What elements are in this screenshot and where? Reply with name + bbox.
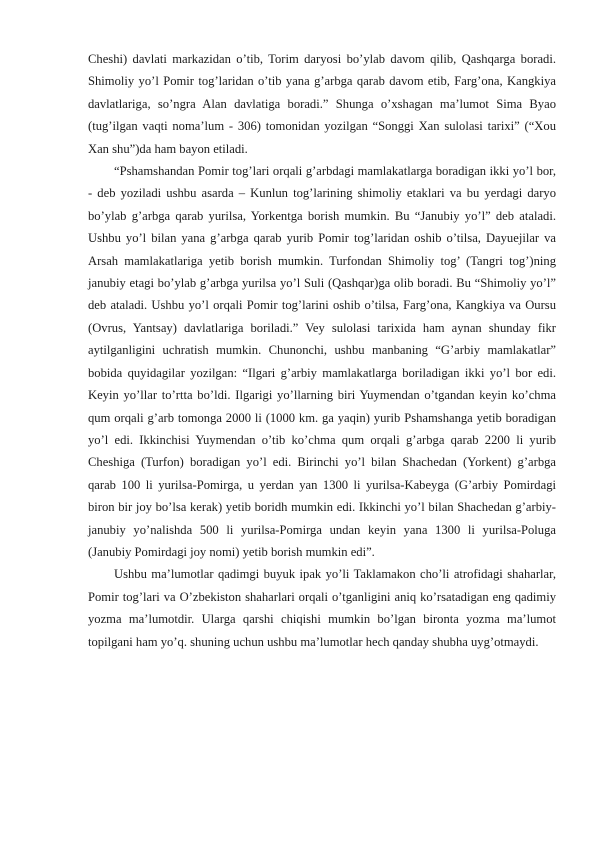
paragraph-1: Cheshi) davlati markazidan o’tib, Torim daryosi bo’ylab davom qilib, Qashqarga boradi. Shimoliy yo’l Pomir tog’laridan o’tib yana g’arbga qarab davom etib, Farg’ona, Kangkiya davlatlariga, so’ngra Alan davlatiga boradi.” Shunga o’xshagan ma’lumot Sima Byao (tug’ilgan vaqti noma’lum - 306) tomonidan yozilgan “Songgi Xan sulolasi tarixi” (“Xou Xan shu”)da ham bayon etiladi. [88,52,556,156]
paragraph-3: Ushbu ma’lumotlar qadimgi buyuk ipak yo’li Taklamakon cho’li atrofidagi shaharlar, Pomir tog’lari va O’zbekiston shaharlari orqali o’tganligini aniq ko’rsatadigan eng qadimiy yozma ma’lumotdir. Ularga qarshi chiqishi mumkin bo’lgan bironta yozma ma’lumot topilgani ham yo’q. shuning uchun ushbu ma’lumotlar hech qanday shubha uyg’otmaydi. [88,567,556,649]
paragraph-2: “Pshamshandan Pomir tog’lari orqali g’arbdagi mamlakatlarga boradigan ikki yo’l bor, - deb yoziladi ushbu asarda – Kunlun tog’larining shimoliy etaklari va bu yerdagi daryo bo’ylab g’arbga qarab yurilsa, Yorkentga borish mumkin. Bu “Janubiy yo’l” deb ataladi. Ushbu yo’l bilan yana g’arbga qarab yurib Pomir tog’laridan oshib o’tilsa, Dayuejilar va Arsah mamlakatlariga yetib borish mumkin. Turfondan Shimoliy tog’ (Tangri tog’)ning janubiy etagi bo’ylab g’arbga yurilsa yo’l Suli (Qashqar)ga olib boradi. Bu “Shimoliy yo’l” deb ataladi. Ushbu yo’l orqali Pomir tog’larini oshib o’tilsa, Farg’ona, Kangkiya va Oursu (Ovrus, Yantsay) davlatlariga boriladi.” Vey sulolasi tarixida ham aynan shunday fikr aytilganligini uchratish mumkin. Chunonchi, ushbu manbaning “G’arbiy mamlakatlar” bobida quyidagilar yozilgan: “Ilgari g’arbiy mamlakatlarga boriladigan ikki yo’l bor edi. Keyin yo’llar to’rtta bo’ldi. Ilgarigi yo’llarning biri Yuymendan o’tgandan keyin ko’chma qum orqali g’arb tomonga 2000 li (1000 km. ga yaqin) yurib Pshamshanga yetib boradigan yo’l edi. Ikkinchisi Yuymendan o’tib ko’chma qum orqali g’arbga qarab 2200 li yurib Cheshiga (Turfon) boradigan yo’l edi. Birinchi yo’l bilan Shachedan (Yorkent) g’arbga qarab 100 li yurilsa-Pomirga, u yerdan yan 1300 li yurilsa-Kabeyga (G’arbiy Pomirdagi biron bir joy bo’lsa kerak) yetib boridh mumkin edi. Ikkinchi yo’l bilan Shachedan g’arbiy-janubiy yo’nalishda 500 li yurilsa-Pomirga undan keyin yana 1300 li yurilsa-Poluga (Janubiy Pomirdagi joy nomi) yetib borish mumkin edi”. [88,164,556,559]
document-page [88,48,556,653]
